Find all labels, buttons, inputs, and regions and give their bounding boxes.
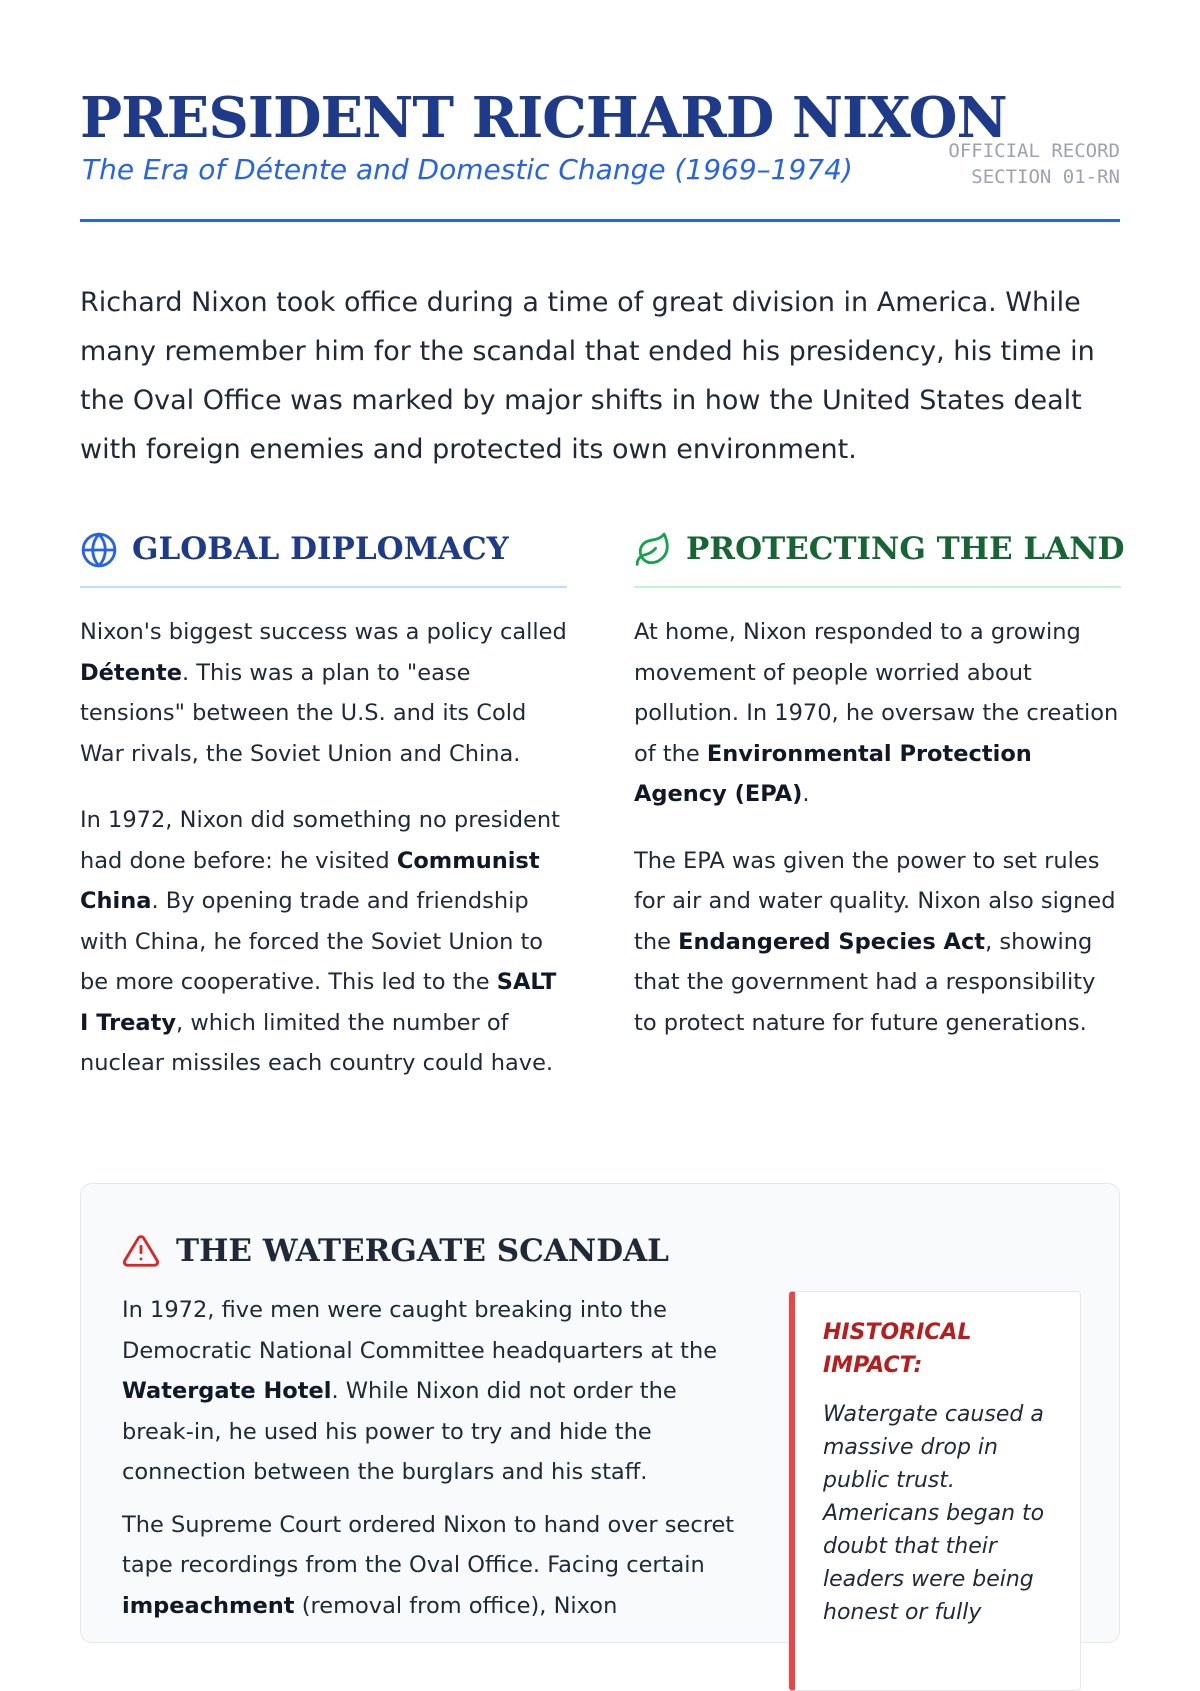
term-communist-china: Communist China [80, 847, 540, 914]
watergate-paragraph-1 [122, 1290, 747, 1493]
page-header [80, 86, 1120, 222]
watergate-box [80, 1183, 1120, 1643]
impact-text: Watergate caused a massive drop in public trust. Americans began to doubt that their leaders were being honest or fully [823, 1402, 1045, 1625]
warning-icon [122, 1232, 160, 1270]
term-watergate-hotel: Watergate Hotel [122, 1378, 332, 1404]
impact-label: HISTORICAL IMPACT: [823, 1320, 972, 1378]
record-line-1: OFFICIAL RECORD [948, 140, 1120, 162]
intro-paragraph: Richard Nixon took office during a time of great division in America. While many remember him for the scandal that ended his presidency, his time in the Oval Office was marked by major shifts in how the United States dealt with foreign enemies and protected its own environment. [80, 287, 1095, 465]
record-line-2: SECTION 01-RN [971, 166, 1120, 188]
page-subtitle: The Era of Détente and Domestic Change (1969–1974) [82, 153, 853, 186]
text-run: . [802, 781, 810, 807]
page [80, 0, 1125, 1625]
term-endangered-species-act: Endangered Species Act [678, 928, 986, 955]
term-salt-treaty: SALT I Treaty [80, 969, 557, 1036]
term-epa: Environmental Protection Agency (EPA) [634, 740, 1032, 807]
text-run: . By opening trade and friendship with China, he forced the Soviet Union to be more cooperative. This led to the [80, 888, 544, 995]
environment-section [634, 526, 1125, 1043]
record-label [948, 138, 1120, 190]
term-detente: Détente [80, 659, 182, 686]
watergate-heading: THE WATERGATE SCANDAL [176, 1233, 669, 1269]
diplomacy-paragraph-1 [80, 612, 567, 774]
watergate-text [122, 1290, 747, 1626]
page-title: PRESIDENT RICHARD NIXON [80, 85, 1007, 151]
leaf-icon [634, 531, 672, 569]
text-run: . While Nixon did not order the break-in, he used his power to try and hide the connection between the burglars and his staff. [122, 1378, 677, 1485]
environment-heading: PROTECTING THE LAND [686, 531, 1125, 567]
diplomacy-paragraph-2 [80, 800, 567, 1084]
text-run: , which limited the number of nuclear missiles each country could have. [80, 1009, 554, 1076]
watergate-paragraph-2 [122, 1505, 747, 1627]
diplomacy-heading: GLOBAL DIPLOMACY [132, 531, 509, 567]
environment-header [634, 526, 1125, 588]
text-run: The Supreme Court ordered Nixon to hand over secret tape recordings from the Oval Office. Facing certain [122, 1511, 735, 1578]
term-impeachment: impeachment [122, 1592, 295, 1619]
text-run: Nixon's biggest success was a policy called [80, 619, 567, 645]
diplomacy-section [80, 526, 567, 1084]
environment-paragraph-1 [634, 612, 1121, 815]
text-run: In 1972, five men were caught breaking into the Democratic National Committee headquarters at the [122, 1297, 718, 1364]
globe-icon [80, 531, 118, 569]
text-run: (removal from office), Nixon [294, 1592, 618, 1619]
diplomacy-header [80, 526, 567, 588]
text-run: In 1972, Nixon did something no president had done before: he visited [80, 807, 560, 874]
text-run: . This was a plan to "ease tensions" between the U.S. and its Cold War rivals, the Soviet Union and China. [80, 659, 527, 767]
text-run: At home, Nixon responded to a growing movement of people worried about pollution. In 1970, he oversaw the creation of the [634, 619, 1119, 767]
text-run: The EPA was given the power to set rules for air and water quality. Nixon also signed the [634, 847, 1116, 955]
text-run: , showing that the government had a responsibility to protect nature for future generations. [634, 928, 1096, 1036]
environment-paragraph-2 [634, 841, 1121, 1044]
historical-impact-callout [789, 1291, 1081, 1691]
